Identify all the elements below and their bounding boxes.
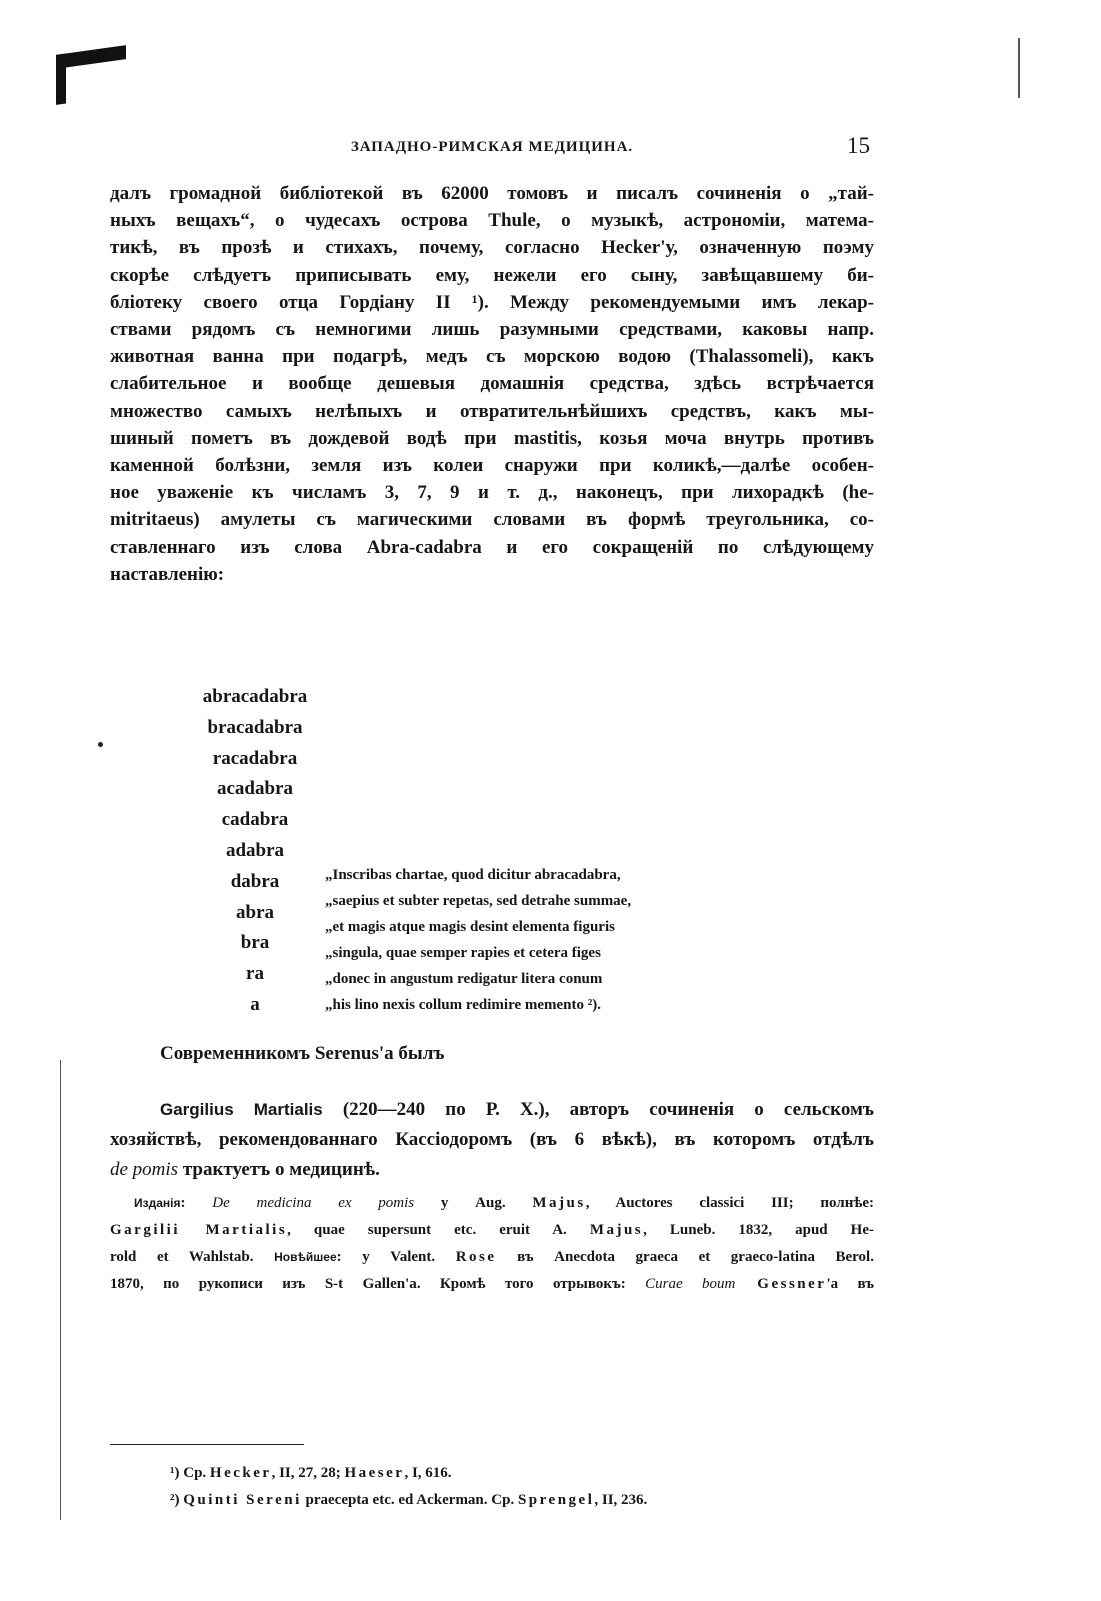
verse-line: „his lino nexis collum redimire memento ²).: [325, 997, 602, 1013]
editions-text: : у Valent.: [336, 1249, 456, 1265]
triangle-line: abracadabra: [202, 686, 308, 707]
cited-author: Sprengel: [517, 1492, 595, 1508]
editions-text: 'а въ: [826, 1276, 874, 1292]
gargilius-line: [110, 1095, 874, 1125]
cited-author: Hecker: [209, 1465, 272, 1481]
body-line: бліотеку своего отца Гордіану II ¹). Между рекомендуемыми имъ лекар-: [110, 291, 874, 313]
author-name: Gargilius Martialis: [160, 1100, 323, 1119]
body-line: ныхъ вещахъ“, о чудесахъ острова Thule, о музыкѣ, астрономіи, матема-: [110, 210, 874, 232]
body-line: множество самыхъ нелѣпыхъ и отвратительнѣйшихъ средствъ, какъ мы-: [110, 400, 874, 422]
editor-name: Rose: [455, 1249, 497, 1265]
author-name: Gargilii Martialis: [110, 1222, 288, 1238]
gargilius-paragraph: [110, 1095, 874, 1185]
body-line: ставленнаго изъ слова Abra-cadabra и его сокращеній по слѣдующему: [110, 536, 874, 558]
triangle-line: bracadabra: [207, 716, 303, 738]
gargilius-text: (220—240 по Р. X.), авторъ сочиненія о сельскомъ: [322, 1099, 874, 1120]
triangle-line: racadabra: [212, 747, 298, 769]
abracadabra-triangle: [180, 682, 330, 1021]
footnote-rule: [110, 1444, 304, 1445]
editions-line: [110, 1271, 874, 1298]
triangle-line: acadabra: [217, 778, 293, 800]
running-head: ЗАПАДНО-РИМСКАЯ МЕДИЦИНА.: [350, 139, 634, 155]
footnote-2: [170, 1487, 647, 1514]
body-line: mitritaeus) амулеты съ магическими словами въ формѣ треугольника, со-: [110, 509, 874, 531]
page-number: 15: [847, 133, 870, 158]
corner-scan-mark: [56, 45, 126, 69]
editor-name: Majus: [532, 1195, 586, 1211]
page-header: [110, 135, 874, 165]
triangle-line: abra: [236, 901, 274, 923]
editions-text: у Aug.: [414, 1195, 533, 1211]
triangle-line: adabra: [225, 839, 285, 861]
editions-line: Изданія: De medicina ex pomis у Aug. Majus, Auctores classici III; полнѣе:: [134, 1195, 874, 1211]
gargilius-text: трактуетъ о медицинѣ.: [178, 1159, 380, 1180]
footnote-text: , II, 236.: [594, 1492, 648, 1508]
editor-name: Majus: [589, 1222, 644, 1238]
gargilius-line: хозяйствѣ, рекомендованнаго Кассіодоромъ (въ 6 вѣкѣ), въ которомъ отдѣлъ: [110, 1129, 874, 1150]
gargilius-line: [110, 1155, 874, 1185]
editor-name: Gessner: [735, 1276, 827, 1292]
triangle-line: cadabra: [221, 809, 289, 831]
footnotes: [170, 1460, 647, 1514]
editions-text: , Auctores classici III; полнѣе:: [585, 1195, 874, 1211]
verse-line: „et magis atque magis desint elementa figuris: [325, 919, 615, 935]
verse-line: „donec in angustum redigatur litera conum: [325, 971, 603, 987]
margin-dot: [98, 742, 103, 747]
latin-verse: [325, 862, 775, 1018]
body-line: шиный пометъ въ дождевой водѣ при mastitis, козья моча внутрь противъ: [110, 427, 874, 449]
editions-text: въ Anecdota graeca et graeco-latina Berol.: [496, 1249, 874, 1265]
editions-text: 1870, по рукописи изъ S-t Gallen'а. Кромѣ того отрывокъ:: [110, 1276, 646, 1292]
body-line: ное уваженіе къ числамъ 3, 7, 9 и т. д., наконецъ, при лихорадкѣ (he-: [110, 482, 874, 504]
body-line: слабительное и вообще дешевыя домашнія средства, здѣсь встрѣчается: [110, 373, 874, 395]
cited-author: Quinti Sereni: [183, 1492, 302, 1508]
fragment-title: Curae boum: [645, 1276, 736, 1292]
triangle-line: a: [250, 993, 260, 1015]
footnote-text: ²): [170, 1492, 184, 1508]
body-paragraph: [110, 180, 874, 588]
footnote-text: , I, 616.: [404, 1465, 452, 1481]
body-line: животная ванна при подагрѣ, медъ съ морскою водою (Thalassomeli), какъ: [110, 346, 874, 368]
footnote-text: ¹) Ср.: [170, 1465, 210, 1481]
body-line: тикѣ, въ прозѣ и стихахъ, почему, согласно Hecker'у, означенную поэму: [110, 237, 874, 259]
verse-line: „saepius et subter repetas, sed detrahe summae,: [325, 893, 632, 909]
editions-text: , Luneb. 1832, apud He-: [643, 1222, 874, 1238]
body-line: скорѣе слѣдуетъ приписывать ему, нежели его сыну, завѣщавшему би-: [110, 264, 874, 286]
edition-title: De medicina ex pomis: [212, 1195, 415, 1211]
right-edge-line: [1018, 38, 1020, 98]
work-title: de pomis: [110, 1159, 179, 1180]
contemporary-line: Современникомъ Serenus'а былъ: [160, 1043, 445, 1064]
editions-line: [110, 1217, 874, 1244]
editions-label: Изданія: [134, 1196, 181, 1210]
footnote-text: praecepta etc. ed Ackerman. Ср.: [301, 1492, 518, 1508]
triangle-line: bra: [240, 932, 270, 954]
left-edge-line: [60, 1060, 61, 1520]
editions-line: [110, 1244, 874, 1271]
editions-text: , quae supersunt etc. eruit A.: [287, 1222, 590, 1238]
footnote-1: [170, 1460, 647, 1487]
body-line: наставленію:: [110, 563, 225, 585]
editions-text: rold et Wahlstab.: [110, 1249, 275, 1265]
triangle-line: dabra: [230, 870, 280, 892]
body-line: каменной болѣзни, земля изъ колеи снаружи при коликѣ,—далѣе особен-: [110, 455, 874, 477]
triangle-line: ra: [246, 963, 264, 985]
newest-label: Новѣйшее: [274, 1250, 337, 1264]
body-line: далъ громадной библіотекой въ 62000 томовъ и писалъ сочиненія о „тай-: [110, 183, 874, 204]
verse-line: „Inscribas chartae, quod dicitur abracadabra,: [325, 867, 621, 883]
verse-line: „singula, quae semper rapies et cetera figes: [325, 945, 601, 961]
body-line: ствами рядомъ съ немногими лишь разумными средствами, каковы напр.: [110, 319, 874, 341]
editions-note: [110, 1190, 874, 1298]
footnote-text: , II, 27, 28;: [271, 1465, 345, 1481]
cited-author: Haeser: [344, 1465, 405, 1481]
